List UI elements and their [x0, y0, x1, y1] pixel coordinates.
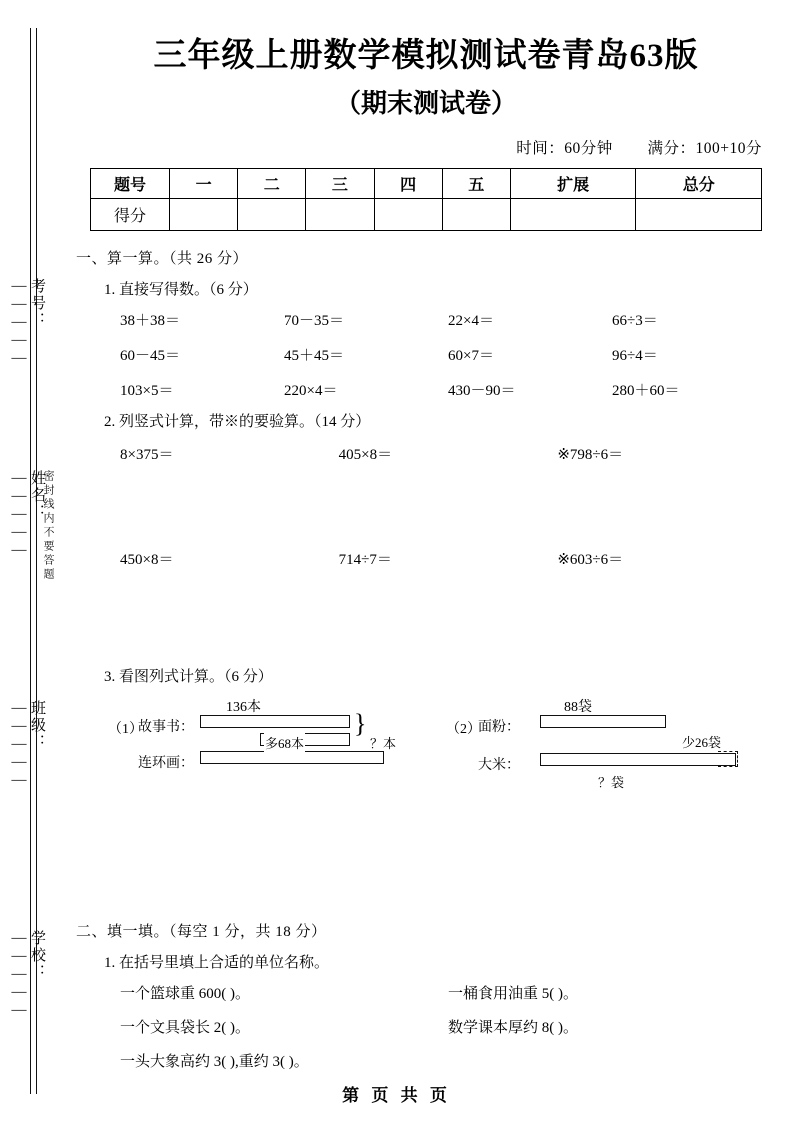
- calc-item: 96÷4＝: [612, 348, 658, 365]
- vertical-calc-item: 450×8＝: [120, 552, 174, 569]
- score-table-col-5: 扩展: [510, 169, 636, 199]
- table-row-head: [91, 169, 762, 199]
- figure-1-question-label: ？本: [370, 736, 397, 752]
- score-table: [90, 168, 762, 231]
- fill-blank-item: 数学课本厚约 8( )。: [448, 1020, 578, 1037]
- field-name-label: 姓名：: [29, 470, 45, 521]
- vertical-calc-item: 714÷7＝: [338, 552, 392, 569]
- left-margin-strip: [0, 0, 62, 1122]
- calc-item: 70－35＝: [284, 313, 345, 330]
- score-table-col-6: 总分: [636, 169, 762, 199]
- question-1-3-label: 3. 看图列式计算。（6 分）: [104, 669, 273, 686]
- question-2-1-label: 1. 在括号里填上合适的单位名称。: [104, 955, 330, 972]
- score-cell-1[interactable]: [238, 199, 306, 231]
- score-cell-3[interactable]: [374, 199, 442, 231]
- question-1-2-label: 2. 列竖式计算，带※的要验算。（14 分）: [104, 414, 371, 431]
- question-1-2-row1: [76, 443, 776, 464]
- score-cell-2[interactable]: [306, 199, 374, 231]
- figure-2-diff-label: 少26袋: [682, 735, 722, 751]
- question-1-1-items: [76, 309, 776, 400]
- full-score-label: 满分：100+10分: [647, 140, 762, 158]
- figure-2-row2-label: 大米：: [478, 758, 520, 774]
- figure-1-diff-label: 多68本: [264, 733, 305, 752]
- time-score-row: [76, 136, 776, 158]
- vertical-calc-item: 8×375＝: [120, 447, 174, 464]
- calc-item: 22×4＝: [448, 313, 494, 330]
- score-cell-4[interactable]: [442, 199, 510, 231]
- calc-item: 38＋38＝: [120, 313, 181, 330]
- vertical-calc-item: 405×8＝: [338, 447, 393, 464]
- field-exam-number: [11, 278, 48, 368]
- field-exam-number-dash: —————: [11, 278, 27, 368]
- field-name-dash: —————: [11, 470, 27, 560]
- time-label: 时间：60分钟: [516, 140, 613, 158]
- vertical-calc-item: ※798÷6＝: [557, 447, 624, 464]
- calc-item: 60－45＝: [120, 348, 181, 365]
- score-table-col-3: 四: [374, 169, 442, 199]
- fill-blank-item: 一个篮球重 600( )。: [120, 986, 250, 1003]
- score-cell-0[interactable]: [170, 199, 238, 231]
- figure-2-bar-top: [540, 715, 666, 728]
- calc-item: 60×7＝: [448, 348, 494, 365]
- page-subtitle: （期末测试卷）: [334, 89, 517, 119]
- field-school-dash: —————: [11, 930, 27, 1020]
- field-class-label: 班级：: [29, 700, 45, 751]
- field-class: [11, 700, 48, 790]
- paper-content: [76, 0, 776, 1071]
- score-cell-5[interactable]: [510, 199, 636, 231]
- score-cell-6[interactable]: [636, 199, 762, 231]
- fill-blank-item: 一个文具袋长 2( )。: [120, 1020, 250, 1037]
- field-class-dash: —————: [11, 700, 27, 790]
- field-school-label: 学校：: [29, 930, 45, 981]
- figure-1-row2-label: 连环画：: [138, 756, 194, 772]
- field-exam-number-label: 考号：: [29, 278, 45, 329]
- figure-2-row1-label: 面粉：: [478, 720, 520, 736]
- page-footer: 第 页 共 页: [342, 1086, 451, 1105]
- figure-1-bar-bottom: [200, 751, 384, 764]
- score-table-col-1: 二: [238, 169, 306, 199]
- question-1-1-label: 1. 直接写得数。（6 分）: [104, 282, 258, 299]
- calc-item: 220×4＝: [284, 383, 338, 400]
- calc-item: 66÷3＝: [612, 313, 658, 330]
- figure-2-top-value: 88袋: [564, 700, 592, 716]
- score-table-col-4: 五: [442, 169, 510, 199]
- figure-1-brace-icon: }: [354, 709, 367, 739]
- figure-1-bar-top: [200, 715, 350, 728]
- figure-2-number: （2）: [446, 722, 481, 738]
- seal-line-text: 密封线内不要答题: [42, 470, 54, 582]
- page-title: 三年级上册数学模拟测试卷青岛63版: [153, 38, 699, 74]
- calc-item: 103×5＝: [120, 383, 174, 400]
- question-1-3-figures: [76, 696, 776, 824]
- figure-1-number: （1）: [108, 722, 143, 738]
- score-table-row-label-0: 题号: [91, 169, 170, 199]
- figure-2-bar-bottom: [540, 753, 736, 766]
- field-school: [11, 930, 48, 1020]
- score-table-row-label-1: 得分: [91, 199, 170, 231]
- question-2-1-items: [76, 982, 776, 1071]
- vertical-calc-item: ※603÷6＝: [557, 552, 624, 569]
- figure-2-question-label: ？袋: [598, 775, 625, 791]
- table-row-scores: [91, 199, 762, 231]
- calc-item: 430－90＝: [448, 383, 516, 400]
- score-table-col-0: 一: [170, 169, 238, 199]
- section-heading-2: 二、填一填。（每空 1 分，共 18 分）: [76, 924, 327, 941]
- score-table-col-2: 三: [306, 169, 374, 199]
- figure-2-bar-diff: [718, 751, 738, 767]
- figure-1-top-value: 136本: [226, 700, 261, 716]
- fill-blank-item: 一头大象高约 3( ),重约 3( )。: [120, 1054, 309, 1071]
- calc-item: 45＋45＝: [284, 348, 345, 365]
- figure-1-row1-label: 故事书：: [138, 720, 194, 736]
- question-1-2-row2: [76, 548, 776, 569]
- section-heading-1: 一、算一算。（共 26 分）: [76, 251, 249, 268]
- calc-item: 280＋60＝: [612, 383, 680, 400]
- fill-blank-item: 一桶食用油重 5( )。: [448, 986, 578, 1003]
